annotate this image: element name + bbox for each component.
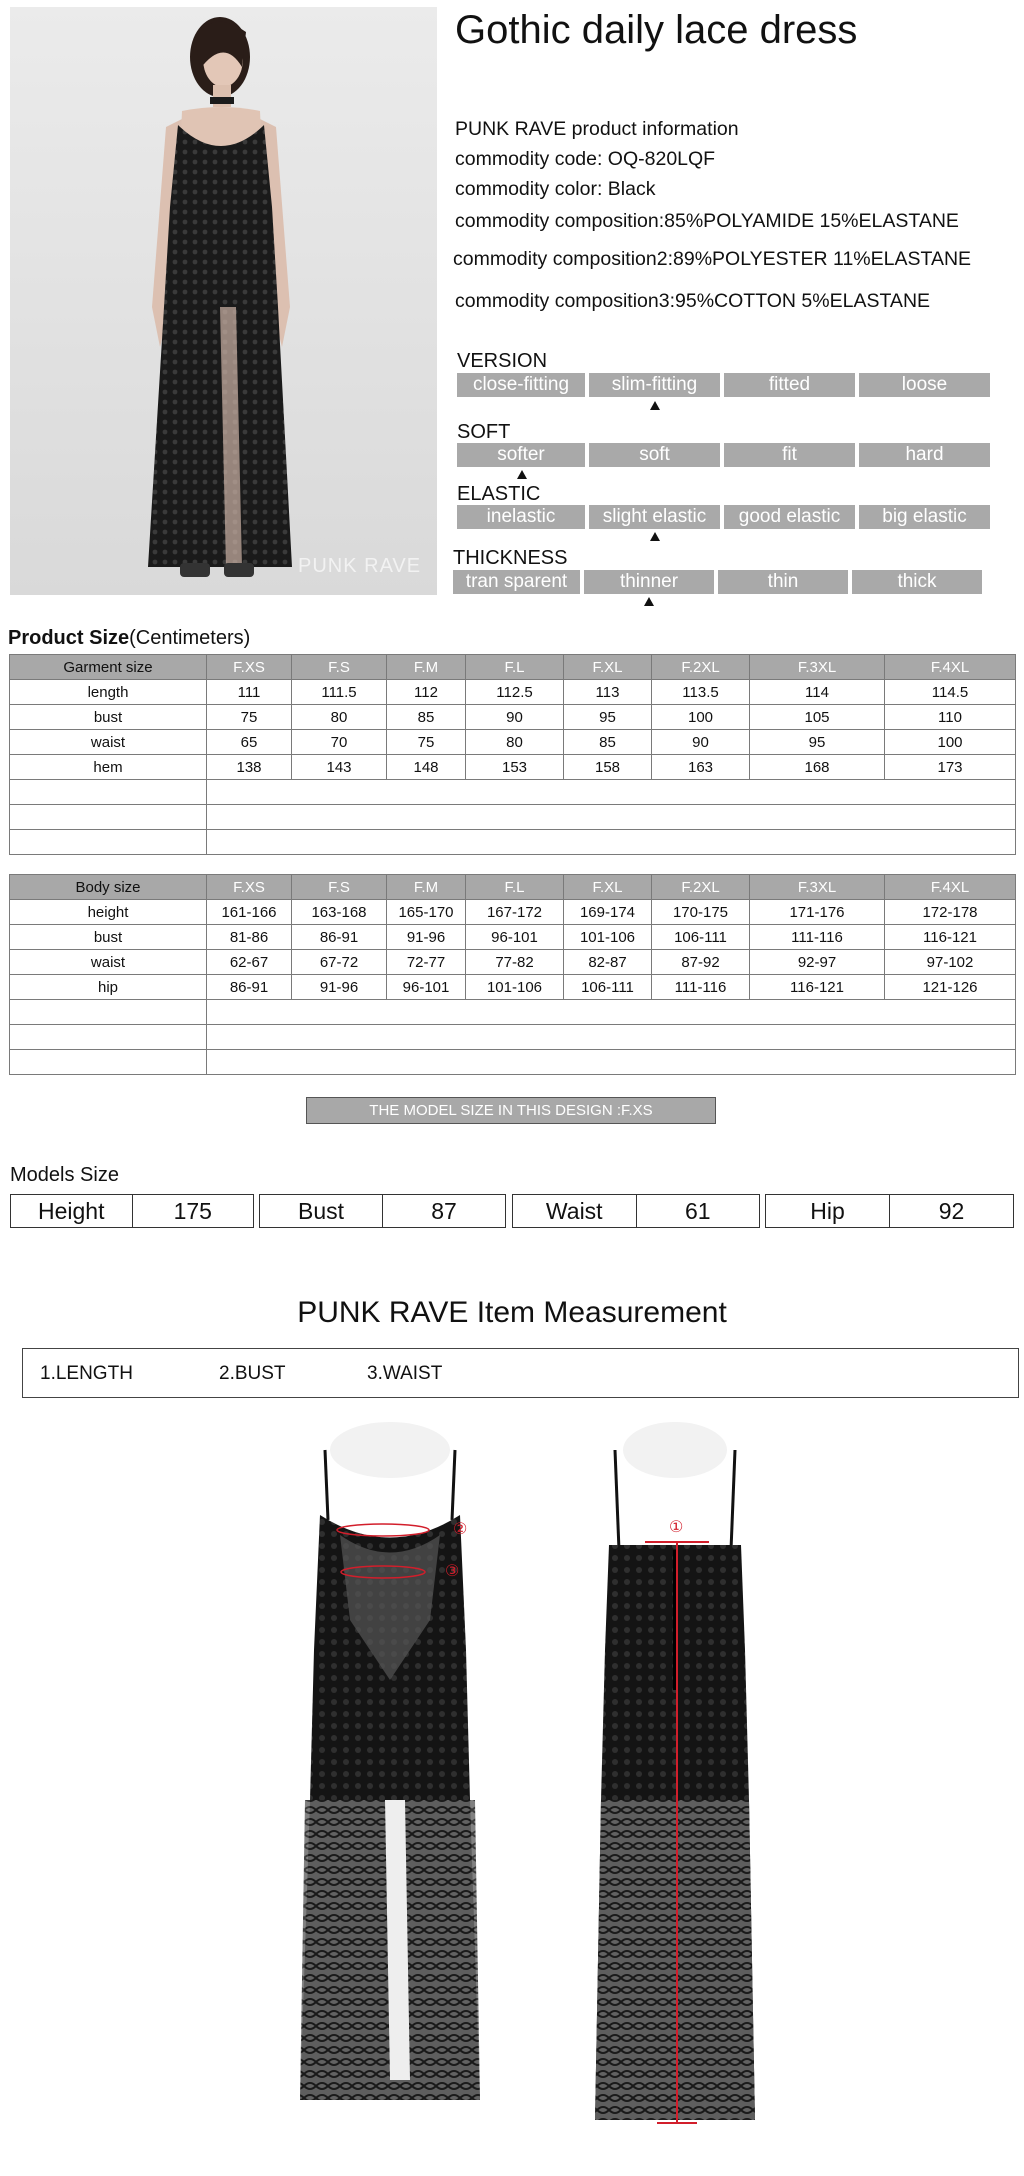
- table-cell: 111.5: [292, 680, 387, 705]
- table-cell: 148: [387, 755, 466, 780]
- table-header-row: [10, 655, 1016, 680]
- measurement-legend-box: [22, 1348, 1019, 1398]
- table-cell: waist: [10, 730, 207, 755]
- table-header-cell: F.L: [466, 655, 564, 680]
- table-cell: hip: [10, 975, 207, 1000]
- table-cell: 105: [750, 705, 885, 730]
- table-row-empty: [10, 1050, 1016, 1075]
- table-header-cell: F.3XL: [750, 655, 885, 680]
- model-stat-label: Waist: [513, 1195, 637, 1227]
- table-cell: 138: [207, 755, 292, 780]
- table-cell: 112: [387, 680, 466, 705]
- rating-version-option: close-fitting: [457, 373, 585, 397]
- table-cell: hem: [10, 755, 207, 780]
- table-cell: 171-176: [750, 900, 885, 925]
- table-cell: 114.5: [885, 680, 1016, 705]
- table-header-cell: F.XL: [564, 875, 652, 900]
- rating-thickness-option: thick: [852, 570, 982, 594]
- table-row: [10, 730, 1016, 755]
- table-cell: 96-101: [466, 925, 564, 950]
- model-stat-value: 61: [684, 1198, 711, 1224]
- marker-length: ①: [669, 1519, 684, 1536]
- table-cell: 65: [207, 730, 292, 755]
- table-cell: 167-172: [466, 900, 564, 925]
- rating-thickness-option: thinner: [584, 570, 714, 594]
- model-photo: [10, 7, 437, 595]
- table-cell: 163: [652, 755, 750, 780]
- selection-marker: [517, 470, 527, 479]
- body-size-table: [9, 874, 1016, 1075]
- garment-size-table: [9, 654, 1016, 855]
- table-header-cell: F.S: [292, 655, 387, 680]
- rating-label-elastic: ELASTIC: [457, 483, 541, 505]
- product-size-title: [8, 627, 250, 650]
- table-header-cell: F.S: [292, 875, 387, 900]
- commodity-code: commodity code: OQ-820LQF: [455, 148, 716, 170]
- table-cell: 75: [387, 730, 466, 755]
- model-stat-label: Height: [11, 1195, 133, 1227]
- model-stat-hip: [765, 1194, 1014, 1228]
- table-cell: 85: [387, 705, 466, 730]
- model-stat-value: 87: [431, 1198, 457, 1224]
- measurement-item: 1.LENGTH: [40, 1363, 133, 1384]
- table-cell: 158: [564, 755, 652, 780]
- table-header-cell: F.M: [387, 875, 466, 900]
- table-cell: 80: [466, 730, 564, 755]
- table-cell: 143: [292, 755, 387, 780]
- rating-label-version: VERSION: [457, 350, 548, 372]
- table-header-cell: F.XS: [207, 655, 292, 680]
- commodity-composition-2: commodity composition2:89%POLYESTER 11%ELASTANE: [453, 248, 972, 270]
- commodity-composition: commodity composition:85%POLYAMIDE 15%ELASTANE: [455, 210, 959, 232]
- table-cell: bust: [10, 705, 207, 730]
- table-cell: 169-174: [564, 900, 652, 925]
- table-cell: 114: [750, 680, 885, 705]
- table-cell: 95: [750, 730, 885, 755]
- table-cell: 106-111: [652, 925, 750, 950]
- table-cell: 116-121: [885, 925, 1016, 950]
- table-cell: 172-178: [885, 900, 1016, 925]
- table-row-empty: [10, 780, 1016, 805]
- rating-thickness-option: tran sparent: [453, 570, 580, 594]
- model-stat-label: Bust: [260, 1195, 383, 1227]
- table-header-row: [10, 875, 1016, 900]
- rating-version-option: loose: [859, 373, 990, 397]
- table-cell: 96-101: [387, 975, 466, 1000]
- table-cell: 106-111: [564, 975, 652, 1000]
- table-row: [10, 755, 1016, 780]
- selection-marker: [644, 597, 654, 606]
- table-cell: 87-92: [652, 950, 750, 975]
- rating-version-option: slim-fitting: [589, 373, 720, 397]
- measurement-title: PUNK RAVE Item Measurement: [297, 1296, 727, 1329]
- table-cell: length: [10, 680, 207, 705]
- rating-soft-option: softer: [457, 443, 585, 467]
- table-row: [10, 900, 1016, 925]
- table-cell: 111-116: [750, 925, 885, 950]
- model-stat-value: 175: [173, 1198, 212, 1224]
- table-cell: waist: [10, 950, 207, 975]
- table-cell: 67-72: [292, 950, 387, 975]
- model-stat-waist: [512, 1194, 760, 1228]
- table-cell: 173: [885, 755, 1016, 780]
- table-cell: 113.5: [652, 680, 750, 705]
- table-cell: 80: [292, 705, 387, 730]
- table-cell: 161-166: [207, 900, 292, 925]
- models-size-title: Models Size: [10, 1164, 119, 1186]
- table-cell: 110: [885, 705, 1016, 730]
- table-cell: 92-97: [750, 950, 885, 975]
- table-cell: 101-106: [466, 975, 564, 1000]
- table-header-cell: F.3XL: [750, 875, 885, 900]
- table-cell: 70: [292, 730, 387, 755]
- info-heading: PUNK RAVE product information: [455, 118, 739, 140]
- table-cell: 91-96: [387, 925, 466, 950]
- table-header-cell: F.4XL: [885, 875, 1016, 900]
- product-size-unit: (Centimeters): [129, 627, 251, 649]
- table-cell: 86-91: [292, 925, 387, 950]
- table-cell: 153: [466, 755, 564, 780]
- table-header-cell: Body size: [10, 875, 207, 900]
- table-header-cell: F.L: [466, 875, 564, 900]
- rating-soft-option: hard: [859, 443, 990, 467]
- table-cell: 111: [207, 680, 292, 705]
- measurement-item: 2.BUST: [219, 1363, 286, 1384]
- table-cell: 168: [750, 755, 885, 780]
- dress-front-view: [280, 1420, 500, 2160]
- table-cell: 112.5: [466, 680, 564, 705]
- table-cell: 113: [564, 680, 652, 705]
- table-row-empty: [10, 1025, 1016, 1050]
- table-cell: 116-121: [750, 975, 885, 1000]
- table-cell: 111-116: [652, 975, 750, 1000]
- table-cell: 100: [885, 730, 1016, 755]
- marker-waist: ③: [445, 1563, 460, 1580]
- table-header-cell: F.4XL: [885, 655, 1016, 680]
- table-cell: height: [10, 900, 207, 925]
- table-row-empty: [10, 805, 1016, 830]
- rating-elastic-option: inelastic: [457, 505, 585, 529]
- rating-elastic-option: slight elastic: [589, 505, 720, 529]
- table-row: [10, 925, 1016, 950]
- product-title: Gothic daily lace dress: [455, 8, 858, 52]
- table-cell: 75: [207, 705, 292, 730]
- rating-elastic-option: good elastic: [724, 505, 855, 529]
- table-header-cell: Garment size: [10, 655, 207, 680]
- watermark: PUNK RAVE: [298, 555, 422, 577]
- rating-soft-option: fit: [724, 443, 855, 467]
- table-row: [10, 680, 1016, 705]
- model-stat-value: 92: [938, 1198, 965, 1224]
- table-cell: 97-102: [885, 950, 1016, 975]
- table-cell: 91-96: [292, 975, 387, 1000]
- table-cell: 81-86: [207, 925, 292, 950]
- model-stat-bust: [259, 1194, 506, 1228]
- selection-marker: [650, 532, 660, 541]
- table-row: [10, 705, 1016, 730]
- rating-label-thickness: THICKNESS: [453, 547, 568, 569]
- model-stat-height: [10, 1194, 254, 1228]
- table-cell: 121-126: [885, 975, 1016, 1000]
- table-cell: 90: [466, 705, 564, 730]
- dress-back-view: [585, 1420, 765, 2160]
- measurement-item: 3.WAIST: [367, 1363, 443, 1384]
- rating-soft-option: soft: [589, 443, 720, 467]
- table-cell: 85: [564, 730, 652, 755]
- commodity-composition-3: commodity composition3:95%COTTON 5%ELASTANE: [455, 290, 931, 312]
- table-cell: 90: [652, 730, 750, 755]
- table-cell: 95: [564, 705, 652, 730]
- model-stat-label: Hip: [766, 1195, 890, 1227]
- table-cell: 101-106: [564, 925, 652, 950]
- table-cell: 165-170: [387, 900, 466, 925]
- table-cell: 170-175: [652, 900, 750, 925]
- selection-marker: [650, 401, 660, 410]
- rating-elastic-option: big elastic: [859, 505, 990, 529]
- table-cell: bust: [10, 925, 207, 950]
- table-header-cell: F.XS: [207, 875, 292, 900]
- table-header-cell: F.XL: [564, 655, 652, 680]
- commodity-color: commodity color: Black: [455, 178, 656, 200]
- table-cell: 77-82: [466, 950, 564, 975]
- table-cell: 62-67: [207, 950, 292, 975]
- model-size-note: THE MODEL SIZE IN THIS DESIGN :F.XS: [306, 1097, 716, 1124]
- table-cell: 100: [652, 705, 750, 730]
- table-row-empty: [10, 1000, 1016, 1025]
- table-cell: 86-91: [207, 975, 292, 1000]
- table-row: [10, 950, 1016, 975]
- table-header-cell: F.M: [387, 655, 466, 680]
- marker-bust: ②: [453, 1521, 468, 1538]
- rating-thickness-option: thin: [718, 570, 848, 594]
- table-row-empty: [10, 830, 1016, 855]
- table-cell: 72-77: [387, 950, 466, 975]
- table-header-cell: F.2XL: [652, 875, 750, 900]
- product-size-heading: Product Size: [8, 627, 130, 649]
- table-row: [10, 975, 1016, 1000]
- table-cell: 163-168: [292, 900, 387, 925]
- table-cell: 82-87: [564, 950, 652, 975]
- table-header-cell: F.2XL: [652, 655, 750, 680]
- rating-version-option: fitted: [724, 373, 855, 397]
- rating-label-soft: SOFT: [457, 421, 511, 443]
